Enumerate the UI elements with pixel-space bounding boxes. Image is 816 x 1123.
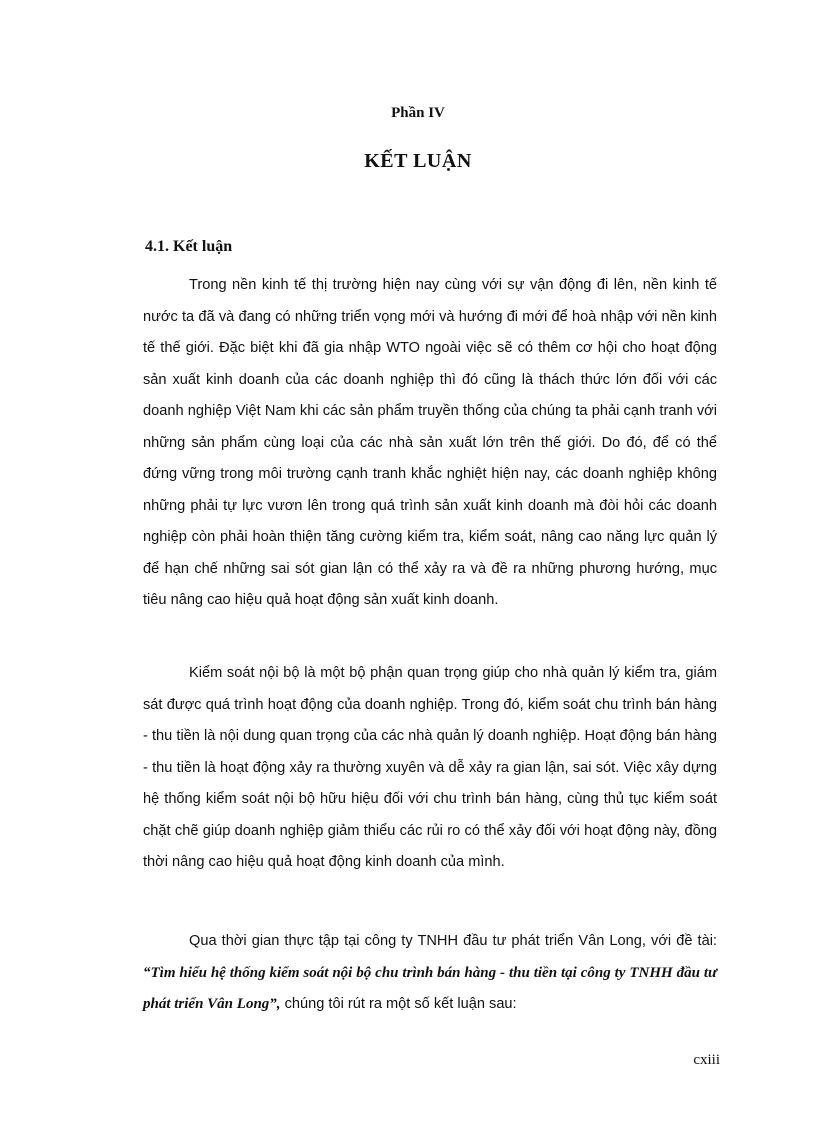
paragraph-outro-text: chúng tôi rút ra một số kết luận sau: <box>280 996 517 1012</box>
page-number: cxiii <box>693 1052 720 1068</box>
part-label: Phần IV <box>391 105 445 121</box>
body-paragraph: Kiểm soát nội bộ là một bộ phận quan trọng giúp cho nhà quản lý kiểm tra, giám sát được quá trình hoạt động của doanh nghiệp. Trong đó, kiểm soát chu trình bán hàng - thu tiền là nội dung quan trọng của các nhà quản lý doanh nghiệp. Hoạt động bán hàng - thu tiền là hoạt động xảy ra thường xuyên và dễ xảy ra gian lận, sai sót. Việc xây dựng hệ thống kiểm soát nội bộ hữu hiệu đối với chu trình bán hàng, cùng thủ tục kiểm soát chặt chẽ giúp doanh nghiệp giảm thiểu các rủi ro có thể xảy đối với hoạt động này, đồng thời nâng cao hiệu quả hoạt động kinh doanh của mình. <box>143 665 717 870</box>
section-heading: 4.1. Kết luận <box>145 238 233 255</box>
chapter-title: KẾT LUẬN <box>364 150 472 172</box>
body-paragraph: Trong nền kinh tế thị trường hiện nay cùng với sự vận động đi lên, nền kinh tế nước ta đã và đang có những triển vọng mới và hướng đi mới để hoà nhập với nền kinh tế thế giới. Đặc biệt khi đã gia nhập WTO ngoài việc sẽ có thêm cơ hội cho hoạt động sản xuất kinh doanh của các doanh nghiệp thì đó cũng là thách thức lớn đối với các doanh nghiệp Việt Nam khi các sản phẩm truyền thống của chúng ta phải cạnh tranh với những sản phẩm cùng loại của các nhà sản xuất lớn trên thế giới. Do đó, để có thể đứng vững trong môi trường cạnh tranh khắc nghiệt hiện nay, các doanh nghiệp không những phải tự lực vươn lên trong quá trình sản xuất kinh doanh mà đòi hỏi các doanh nghiệp còn phải hoàn thiện tăng cường kiểm tra, kiểm soát, nâng cao năng lực quản lý để hạn chế những sai sót gian lận có thể xảy ra và đề ra những phương hướng, mục tiêu nâng cao hiệu quả hoạt động sản xuất kinh doanh. <box>143 277 717 608</box>
paragraph-intro-text: Qua thời gian thực tập tại công ty TNHH đầu tư phát triển Vân Long, với đề tài: <box>189 933 717 949</box>
thesis-topic-title: “Tìm hiểu hệ thống kiểm soát nội bộ chu trình bán hàng - thu tiền tại công ty TNHH đầu tư phát triển Vân Long”, <box>143 964 717 1012</box>
body-paragraph <box>143 926 717 1021</box>
